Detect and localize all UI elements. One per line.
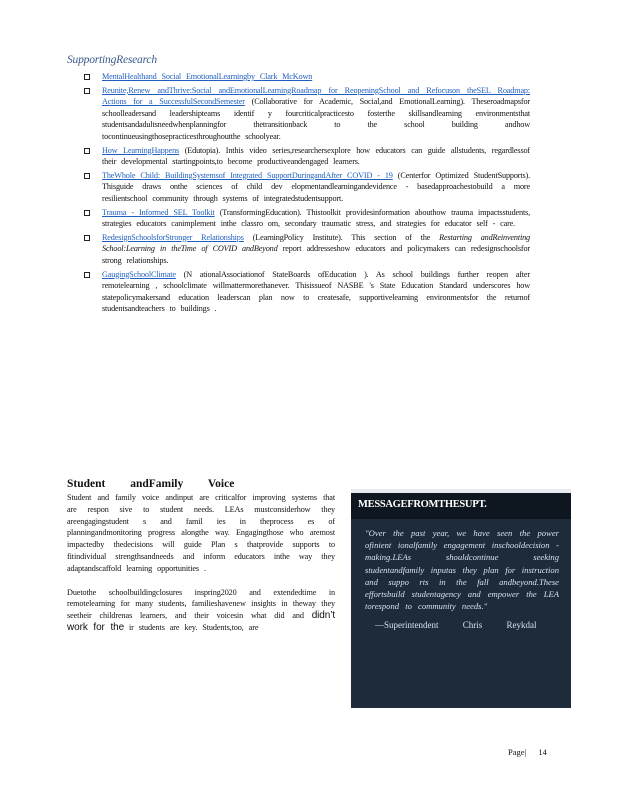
page-footer	[508, 747, 547, 757]
reference-description: (LearningPolicy Institute). This section of the	[243, 232, 440, 242]
message-box-heading: MESSAGEFROMTHESUPT.	[351, 493, 571, 519]
reference-description: (Centerfor Optimized StudentSupports). Thisguide draws onthe sciences of child dev elopmentandlearningandevidence - basedapproachestobuild a more resilientschool community through systems of integratedstudentsupport.	[102, 170, 530, 203]
superintendent-message-box	[351, 489, 571, 708]
reference-link[interactable]: MentalHealthand Social EmotionalLearningby Clark McKown	[102, 72, 313, 81]
paragraph-text-end: ir students are key. Students,too, are	[124, 622, 259, 632]
page-label: Page|	[508, 747, 527, 757]
reference-item	[84, 207, 530, 230]
body-paragraph: Student and family voice andinput are criticalfor improving systems that are respon sive to student needs. LEAs mustconsiderhow they areengagingstudent s and famil ies in theprocess es of planningandmonitoring progress alongthe way. Engagingthose who aremost impactedby thedecisions will guide Plan s thatprovide supports to fitindividual strengthsandneeds and inform educators inthe way they adaptandscaffold learning opportunities .	[67, 493, 335, 573]
report-title: Restarting andReinventing School:Learning in theTime of COVID andBeyond	[102, 232, 530, 254]
bullet-icon	[84, 210, 90, 216]
reference-item	[84, 85, 530, 143]
reference-item	[84, 145, 530, 168]
reference-list	[84, 71, 530, 317]
reference-link[interactable]: Trauma - Informed SEL Toolkit	[102, 207, 215, 217]
reference-item	[84, 170, 530, 205]
superintendent-quote: "Over the past year, we have seen the power ofinient ionalfamily engagement inschooldecision - making.LEAs shouldcontinue seeking studentandfamily inputas they plan for instruction and suppo rts in the fall andbeyond.These effortsbuild studentagency and empower the LEA torespond to community needs."	[365, 528, 559, 612]
quote-attribution: —Superintendent Chris Reykdal	[375, 620, 537, 631]
reference-link[interactable]: RedesignSchoolsforStronger Relationships	[102, 232, 244, 242]
bullet-icon	[84, 173, 90, 179]
reference-link[interactable]: Reunite,Renew andThrive:Social andEmotionalLearningRoadmap for ReopeningSchool and Refocuson theSEL Roadmap: Actions for a SuccessfulSecondSemester	[102, 85, 530, 107]
student-family-voice-section	[67, 478, 335, 634]
section-heading-student-family-voice: Student andFamily Voice	[67, 478, 235, 490]
reference-item	[84, 232, 530, 267]
paragraph-text: Duetothe schoolbuildingclosures inspring2020 and extendedtime in remotelearning for many students, familieshavenew insights in theway they seetheir childrenas learners, and their voicesin what did and	[67, 587, 335, 621]
reference-description-end: report addresseshow educators and policymakers can redesignschoolsfor strong relationships.	[102, 244, 530, 265]
body-paragraph	[67, 587, 335, 634]
reference-link[interactable]: How LearningHappens	[102, 145, 180, 155]
bullet-icon	[84, 235, 90, 241]
page-number: 14	[538, 747, 547, 757]
reference-item	[84, 269, 530, 315]
reference-link[interactable]: GaugingSchoolClimate	[102, 269, 176, 279]
reference-description: (Collaborative for Academic, Social,and EmotionalLearning). Theseroadmapsfor schoolleadersand leadershipteams identif y fourcriticalpracticesto fosterthe skillsandlearning environmentsthat studentsandadultsneedwhenplanningfor thetransitionback to the school building andhow tocontinueusingthosepracticesthroughoutthe schoolyear.	[102, 97, 530, 141]
reference-link[interactable]: TheWhole Child: BuildingSystemsof Integrated SupportDuringandAfter COVID - 19	[102, 170, 393, 180]
bullet-icon	[84, 88, 90, 94]
bullet-icon	[84, 272, 90, 278]
reference-description: (TransformingEducation). Thistoolkit providesinformation abouthow trauma impactsstudents, strategies educators canimplement inthe classro om, secondary traumatic stress, and strategies for educator self - care.	[102, 207, 531, 229]
reference-description: (N ationalAssociationof StateBoards ofEducation ). As school buildings further reopen after remotelearning , schoolclimate willmattermorethanever. Thisissueof NASBE 's State Education Standard underscores how statepolicymakersand education leaderscan plan now to createsafe, supportivelearning environmentsfor the returnof studentsandteachers to buildings .	[102, 269, 530, 314]
bullet-icon	[84, 148, 90, 154]
paragraph-text-large: didn’t work for the	[67, 610, 335, 633]
reference-item	[84, 71, 530, 83]
section-heading-supporting-research: SupportingResearch	[67, 54, 157, 66]
reference-description: (Edutopia). Inthis video series,researchersexplore how educators can guide allstudents, regardlessof their developmental startingpoints,to become productiveandengaged learners.	[102, 145, 530, 167]
bullet-icon	[84, 74, 90, 80]
